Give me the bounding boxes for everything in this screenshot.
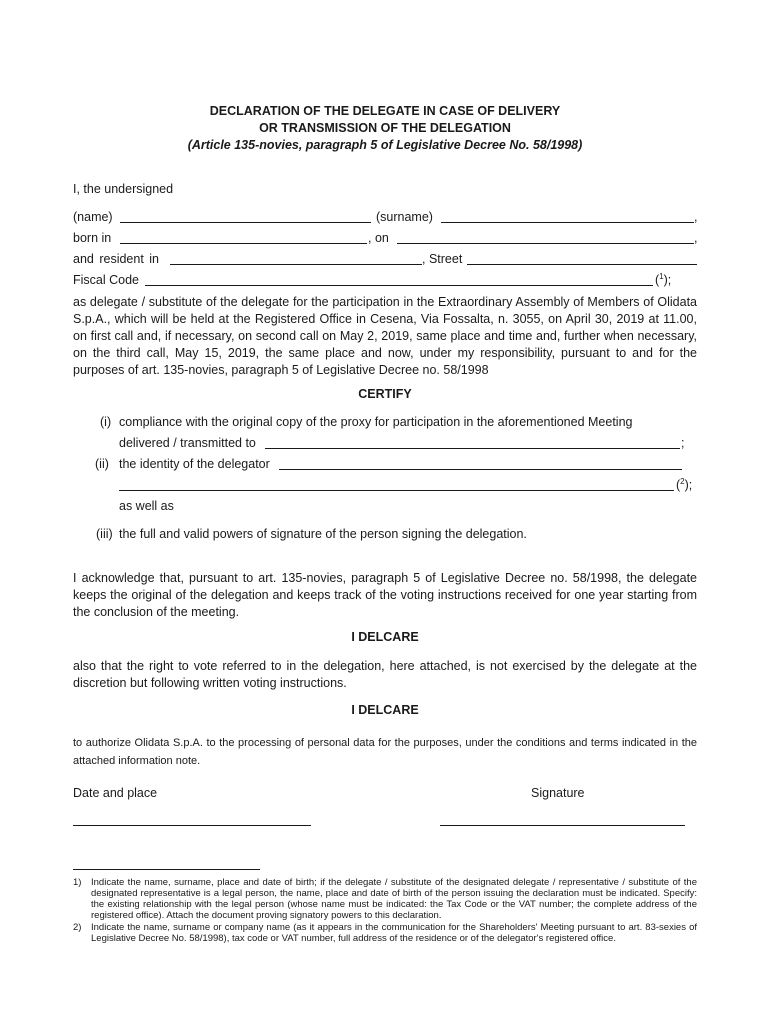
footnote-ref-1: ($^1$); <box>655 272 672 287</box>
surname-comma: , <box>694 210 698 224</box>
delivered-to-field[interactable] <box>265 448 680 449</box>
item-3-number: (iii) <box>96 527 113 541</box>
birthplace-field[interactable] <box>120 243 367 244</box>
birthdate-field[interactable] <box>397 243 694 244</box>
surname-field[interactable] <box>441 222 694 223</box>
declare-text-1: also that the right to vote referred to in the delegation, here attached, is not exercised by the delegate at the discretion but following written voting instructions. <box>73 659 697 690</box>
delegator-field[interactable] <box>279 469 682 470</box>
as-well-as: as well as <box>119 499 174 513</box>
footnote-1-text: Indicate the name, surname, place and date of birth; if the delegate / substitute of the designated delegate / representative / substitute of the designated representative is a legal person, the name, place and date of birth of the person issuing the declaration must be indicated. Specify: the existing relationship with the legal person (whose name must be indicated: the Tax Code or the VAT number; the complete address of the registered office). Attach the document proving signatory powers to this declaration. <box>91 877 697 921</box>
delegator-field-cont[interactable] <box>119 490 674 491</box>
footnote-2-text: Indicate the name, surname or company name (as it appears in the communication for the Shareholders' Meeting pursuant to art. 83-sexies of Legislative Decree No. 58/1998), tax code or VAT number, full address of the residence or of the delegator's registered office. <box>91 922 697 944</box>
undersigned-label: I, the undersigned <box>73 182 174 196</box>
street-label: , Street <box>422 252 463 266</box>
title-line-3: (Article 135-novies, paragraph 5 of Legislative Decree No. 58/1998) <box>187 138 583 152</box>
residence-field[interactable] <box>170 264 422 265</box>
on-label: , on <box>368 231 389 245</box>
title-line-2: OR TRANSMISSION OF THE DELEGATION <box>259 121 511 135</box>
item-1-number: (i) <box>100 415 112 429</box>
resident-label: and resident in <box>73 252 160 266</box>
footnote-separator <box>73 869 260 870</box>
declare-text-2: to authorize Olidata S.p.A. to the processing of personal data for the purposes, under the conditions and terms indicated in the attached information note. <box>73 737 697 767</box>
signature-field[interactable] <box>440 825 685 826</box>
signature-label: Signature <box>531 786 585 800</box>
delivered-semicolon: ; <box>681 436 685 450</box>
fiscal-code-label: Fiscal Code <box>73 273 139 287</box>
item-3-text: the full and valid powers of signature of the person signing the delegation. <box>119 527 527 541</box>
intro-paragraph: as delegate / substitute of the delegate for the participation in the Extraordinary Assembly of Members of Olidata S.p.A., which will be held at the Registered Office in Cesena, Via Fossalta, n. 3055, on April 30, 2019 at 11.00, on first call and, if necessary, on second call on May 2, 2019, same place and time and, further when necessary, on the third call, May 15, 2019, the same place and now, under my responsibility, pursuant to and for the purposes of art. 135-novies, paragraph 5 of Legislative Decree no. 58/1998 <box>73 295 697 377</box>
birthdate-comma: , <box>694 231 698 245</box>
street-field[interactable] <box>467 264 697 265</box>
declare-heading-1: I DELCARE <box>351 630 419 644</box>
delivered-label: delivered / transmitted to <box>119 436 256 450</box>
certify-heading: CERTIFY <box>358 387 412 401</box>
item-1-text: compliance with the original copy of the proxy for participation in the aforementioned Meeting <box>119 415 633 429</box>
surname-label: (surname) <box>376 210 433 224</box>
title-line-1: DECLARATION OF THE DELEGATE IN CASE OF DELIVERY <box>209 104 561 118</box>
footnote-2 <box>73 922 697 944</box>
footnote-ref-2: ($^2$); <box>676 477 693 492</box>
footnote-2-number: 2) <box>73 922 82 933</box>
name-label: (name) <box>73 210 113 224</box>
name-field[interactable] <box>120 222 371 223</box>
footnote-1-number: 1) <box>73 877 82 888</box>
acknowledge-paragraph: I acknowledge that, pursuant to art. 135-novies, paragraph 5 of Legislative Decree no. 58/1998, the delegate keeps the original of the delegation and keeps track of the voting instructions received for one year starting from the conclusion of the meeting. <box>73 571 697 619</box>
declare-heading-2: I DELCARE <box>351 703 419 717</box>
born-label: born in <box>73 231 112 245</box>
footnote-1 <box>73 877 697 921</box>
item-2-text: the identity of the delegator <box>119 457 270 471</box>
fiscal-code-field[interactable] <box>145 285 653 286</box>
item-2-number: (ii) <box>95 457 109 471</box>
date-place-label: Date and place <box>73 786 158 800</box>
date-place-field[interactable] <box>73 825 311 826</box>
